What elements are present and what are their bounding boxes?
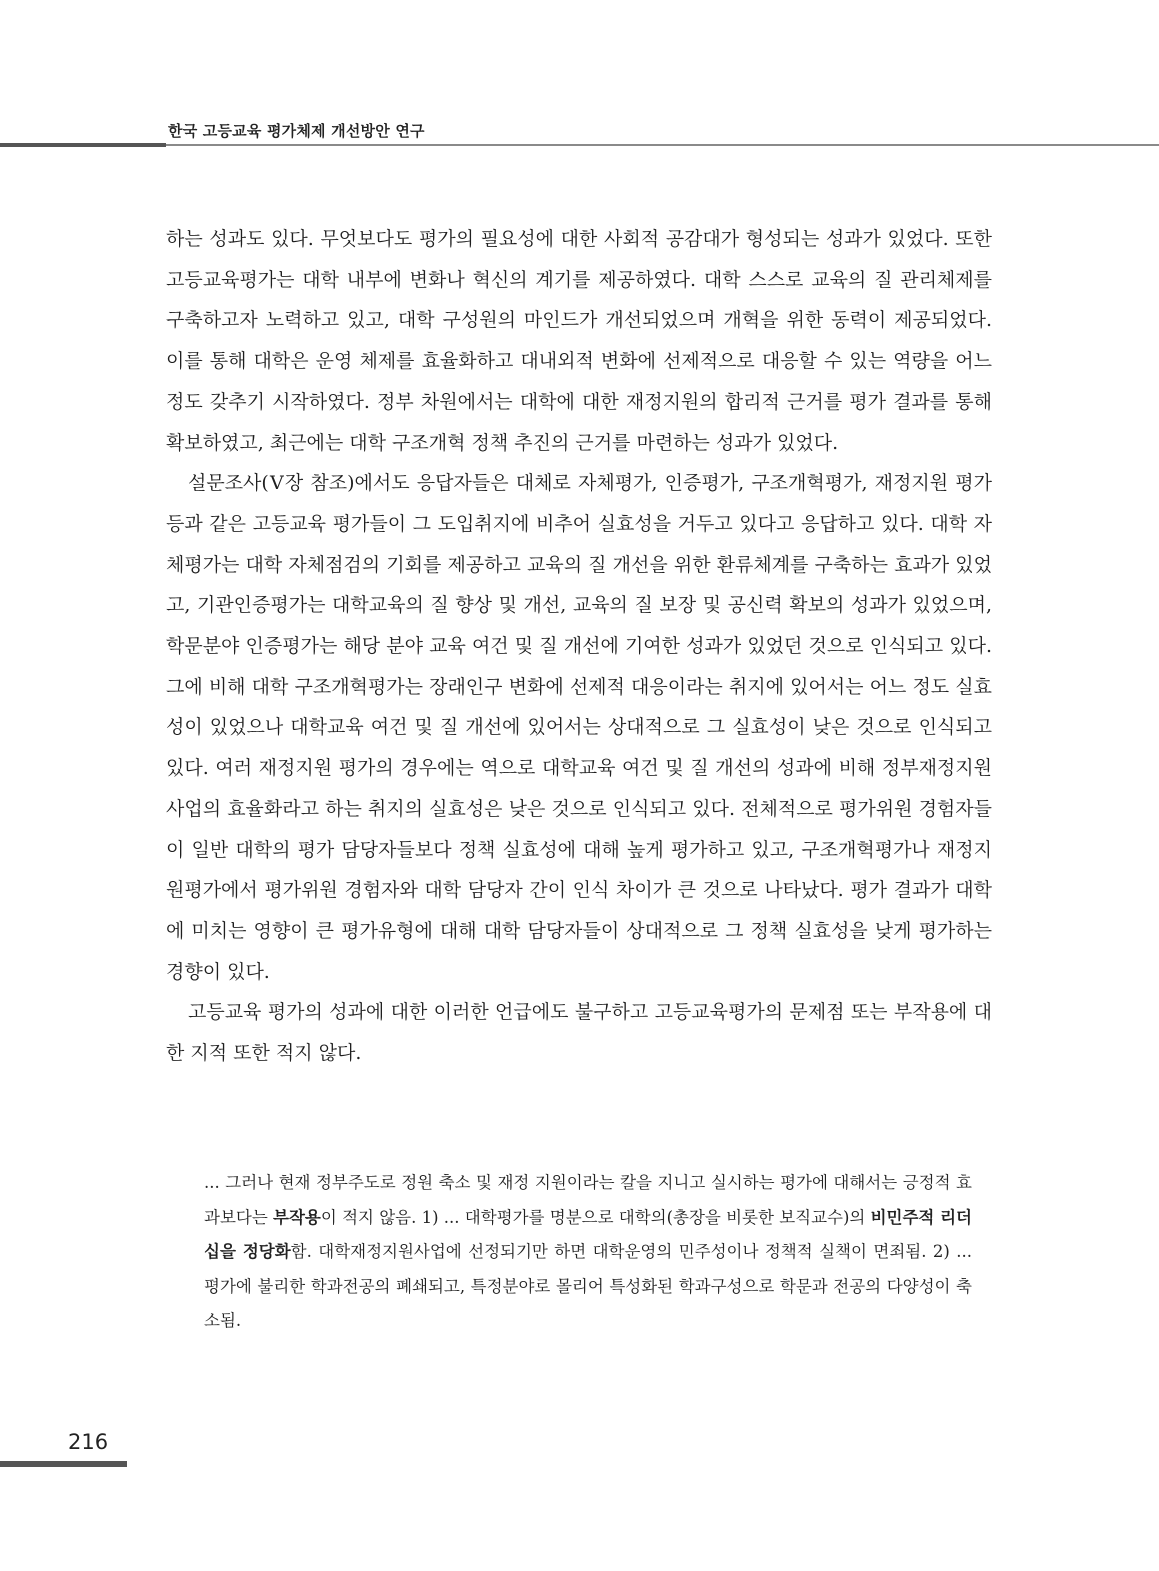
body-text xyxy=(166,219,992,1074)
quote-text-2: 이 적지 않음. 1) ... 대학평가를 명분으로 대학의(총장을 비롯한 보직교수)의 xyxy=(320,1207,871,1227)
running-header: 한국 고등교육 평가체제 개선방안 연구 xyxy=(168,122,425,140)
quoted-response xyxy=(204,1166,972,1339)
paragraph-3: 고등교육 평가의 성과에 대한 이러한 언급에도 불구하고 고등교육평가의 문제점 또는 부작용에 대한 지적 또한 적지 않다. xyxy=(166,1001,992,1065)
page-number: 216 xyxy=(68,1430,109,1454)
quote-text-1: ... 그러나 현재 정부주도로 정원 축소 및 재정 지원이라는 칼을 지니고 실시하는 평가에 대해서는 긍정적 효과보다는 xyxy=(204,1173,972,1227)
quote-emphasis-2: 비민주적 리더십을 정당화 xyxy=(204,1207,972,1261)
paragraph-2: 설문조사(Ⅴ장 참조)에서도 응답자들은 대체로 자체평가, 인증평가, 구조개혁평가, 재정지원 평가 등과 같은 고등교육 평가들이 그 도입취지에 비추어 실효성을 거두고 있다고 응답하고 있다. 대학 자체평가는 대학 자체점검의 기회를 제공하고 교육의 질 개선을 위한 환류체계를 구축하는 효과가 있었고, 기관인증평가는 대학교육의 질 향상 및 개선, 교육의 질 보장 및 공신력 확보의 성과가 있었으며, 학문분야 인증평가는 해당 분야 교육 여건 및 질 개선에 기여한 성과가 있었던 것으로 인식되고 있다. 그에 비해 대학 구조개혁평가는 장래인구 변화에 선제적 대응이라는 취지에 있어서는 어느 정도 실효성이 있었으나 대학교육 여건 및 질 개선에 있어서는 상대적으로 그 실효성이 낮은 것으로 인식되고 있다. 여러 재정지원 평가의 경우에는 역으로 대학교육 여건 및 질 개선의 성과에 비해 정부재정지원사업의 효율화라고 하는 취지의 실효성은 낮은 것으로 인식되고 있다. 전체적으로 평가위원 경험자들이 일반 대학의 평가 담당자들보다 정책 실효성에 대해 높게 평가하고 있고, 구조개혁평가나 재정지원평가에서 평가위원 경험자와 대학 담당자 간이 인식 차이가 큰 것으로 나타났다. 평가 결과가 대학에 미치는 영향이 큰 평가유형에 대해 대학 담당자들이 상대적으로 그 정책 실효성을 낮게 평가하는 경향이 있다. xyxy=(166,472,992,983)
quote-text-3: 함. 대학재정지원사업에 선정되기만 하면 대학운영의 민주성이나 정책적 실책이 면죄됨. 2) ... 평가에 불리한 학과전공의 폐쇄되고, 특정분야로 몰리어 특성화된 학과구성으로 학문과 전공의 다양성이 축소됨. xyxy=(204,1242,972,1330)
footer-rule xyxy=(0,1461,127,1467)
header-rule-thick xyxy=(0,143,166,147)
header-rule-thin xyxy=(166,144,1159,146)
paragraph-1: 하는 성과도 있다. 무엇보다도 평가의 필요성에 대한 사회적 공감대가 형성되는 성과가 있었다. 또한 고등교육평가는 대학 내부에 변화나 혁신의 계기를 제공하였다. 대학 스스로 교육의 질 관리체제를 구축하고자 노력하고 있고, 대학 구성원의 마인드가 개선되었으며 개혁을 위한 동력이 제공되었다. 이를 통해 대학은 운영 체제를 효율화하고 대내외적 변화에 선제적으로 대응할 수 있는 역량을 어느 정도 갖추기 시작하였다. 정부 차원에서는 대학에 대한 재정지원의 합리적 근거를 평가 결과를 통해 확보하였고, 최근에는 대학 구조개혁 정책 추진의 근거를 마련하는 성과가 있었다. xyxy=(166,228,992,454)
quote-emphasis-1: 부작용 xyxy=(273,1207,321,1227)
